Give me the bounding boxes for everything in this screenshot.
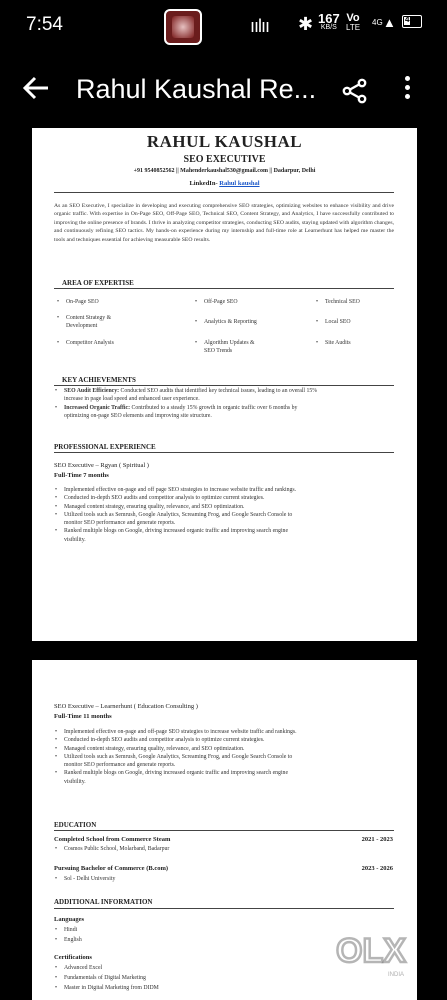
languages-heading: Languages [54,916,84,923]
job-type: Full-Time 7 months [54,472,109,479]
battery-icon [402,15,422,28]
achievements-list [64,387,394,420]
battery-text: 43 [405,15,414,24]
list-item-cont: monitor SEO performance and generate reports. [64,762,176,769]
list-item: • Conducted in-depth SEO audits and competitor analysis to optimize current strategies. [64,736,394,744]
job-bullets [64,728,394,786]
edu-place: • Cosmos Public School, Molarband, Badarpur [64,845,169,853]
edu-title: Completed School from Commerce Steam [54,836,171,843]
divider [54,830,394,831]
list-item: • Ranked multiple blogs on Google, driving increased organic traffic and improving search engine [64,527,394,535]
bluetooth-icon: ✱ [298,14,314,34]
list-item: • Managed content strategy, ensuring quality, relevance, and SEO optimization. [64,745,394,753]
summary-paragraph: As an SEO Executive, I specialize in developing and executing comprehensive SEO strategies, optimizing websites to enhance visibility and drive organic traffic. With expertise in On-Page SEO, Off-Page SEO, Technical SEO, Content Strategy, and Analytics, I have successfully contributed to improving the online presence of brands. I thrive in analyzing competitor strategies, conducting SEO audits, staying updated with algorithm changes, and continuously refining SEO tactics. My hands-on experience during my internship and full-time role at Learnerhunt has helped me master the tools and techniques essential for achieving measurable SEO results. [54,203,394,243]
skill-item: • Site Audits [325,339,351,347]
divider [54,908,394,909]
resume-page-1 [32,128,417,641]
skill-item: • Competitor Analysis [66,339,114,347]
olx-watermark [332,928,416,980]
edu-place: • Sol - Delhi University [64,875,115,883]
language-item: • Hindi [64,926,77,934]
skill-item: • Content Strategy & [66,314,111,322]
skill-item: • Off-Page SEO [204,298,238,306]
back-arrow-icon[interactable] [22,74,50,110]
list-item: • Implemented effective on-page and off-page SEO strategies to increase website traffic and rankings. [64,728,394,736]
job-title: SEO Executive – Rgyan ( Spiritual ) [54,462,149,469]
network-speed: 167 KB/S [318,11,340,31]
divider [54,288,394,289]
list-item-cont: visibility. [64,536,86,543]
job-type: Full-Time 11 months [54,713,112,720]
signal-icon: ▲ [383,15,396,30]
volte-indicator: Vo LTE [346,12,361,32]
education-heading: EDUCATION [54,821,97,829]
skill-item: • Local SEO [325,318,351,326]
skill-item-cont: Development [66,323,98,329]
candidate-role: SEO EXECUTIVE [183,154,266,165]
list-item: • Utilized tools such as Semrush, Google Analytics, Screaming Frog, and Google Search Console to [64,753,394,761]
contact-line: +91 9540852562 || Mahenderkaushal530@gmail.com || Dadarpur, Delhi [133,168,316,174]
divider [54,192,394,193]
list-item-cont: monitor SEO performance and generate reports. [64,520,176,527]
app-bar [0,62,447,122]
certifications-heading: Certifications [54,954,92,961]
list-item-cont: visibility. [64,778,86,785]
more-vert-icon[interactable] [404,76,412,106]
svg-text:INDIA: INDIA [388,972,405,978]
skill-item-cont: SEO Trends [204,348,233,354]
status-bar [0,0,447,52]
expertise-heading: AREA OF EXPERTISE [62,279,134,287]
clock: 7:54 [26,14,63,35]
edu-years: 2023 - 2026 [361,865,393,872]
list-item: • SEO Audit Efficiency: Conducted SEO audits that identified key technical issues, leading to an overall 15% [64,387,394,395]
svg-text:OLX: OLX [336,932,406,970]
list-item: • Utilized tools such as Semrush, Google Analytics, Screaming Frog, and Google Search Console to [64,511,394,519]
list-item: • Implemented effective on-page and off page SEO strategies to increase website traffic and rankings. [64,486,394,494]
list-item: • Conducted in-depth SEO audits and competitor analysis to optimize current strategies. [64,494,394,502]
skill-item: • Analytics & Reporting [204,318,257,326]
certification-item: • Advanced Excel [64,964,102,972]
list-item-cont: optimizing on-page SEO elements and improving site structure. [64,412,212,419]
skill-item: • Algorithm Updates & [204,339,255,347]
edu-title: Pursuing Bachelor of Commerce (B.com) [54,865,169,872]
additional-heading: ADDITIONAL INFORMATION [54,898,153,906]
list-item: • Increased Organic Traffic: Contributed to a steady 15% growth in organic traffic over 6 months by [64,404,394,412]
audio-wave-icon: ıılıı [250,16,270,36]
certification-item: • Fundamentals of Digital Marketing [64,974,146,982]
skill-item: • On-Page SEO [66,298,99,306]
candidate-name: RAHUL KAUSHAL [146,132,303,151]
list-item-cont: increase in page load speed and enhanced user experience. [64,396,200,403]
language-item: • English [64,936,82,944]
job-bullets [64,486,394,544]
notification-thumbnail-icon [164,9,202,45]
achievements-heading: KEY ACHIEVEMENTS [62,376,136,384]
document-title: Rahul Kaushal Re... [76,74,317,104]
share-icon[interactable] [342,78,368,104]
divider [54,385,394,386]
edu-years: 2021 - 2023 [361,836,393,843]
network-type: 4G [372,18,383,27]
experience-heading: PROFESSIONAL EXPERIENCE [54,443,156,451]
linkedin-line: LinkedIn- Rahul kaushal [189,180,260,187]
list-item: • Managed content strategy, ensuring quality, relevance, and SEO optimization. [64,503,394,511]
divider [54,452,394,453]
certification-item: • Master in Digital Marketing from DIDM [64,984,159,992]
linkedin-link[interactable]: Rahul kaushal [219,180,260,187]
job-title: SEO Executive – Learnerhunt ( Education Consulting ) [54,703,198,710]
list-item: • Ranked multiple blogs on Google, driving increased organic traffic and improving search engine [64,769,394,777]
skill-item: • Technical SEO [325,298,360,306]
